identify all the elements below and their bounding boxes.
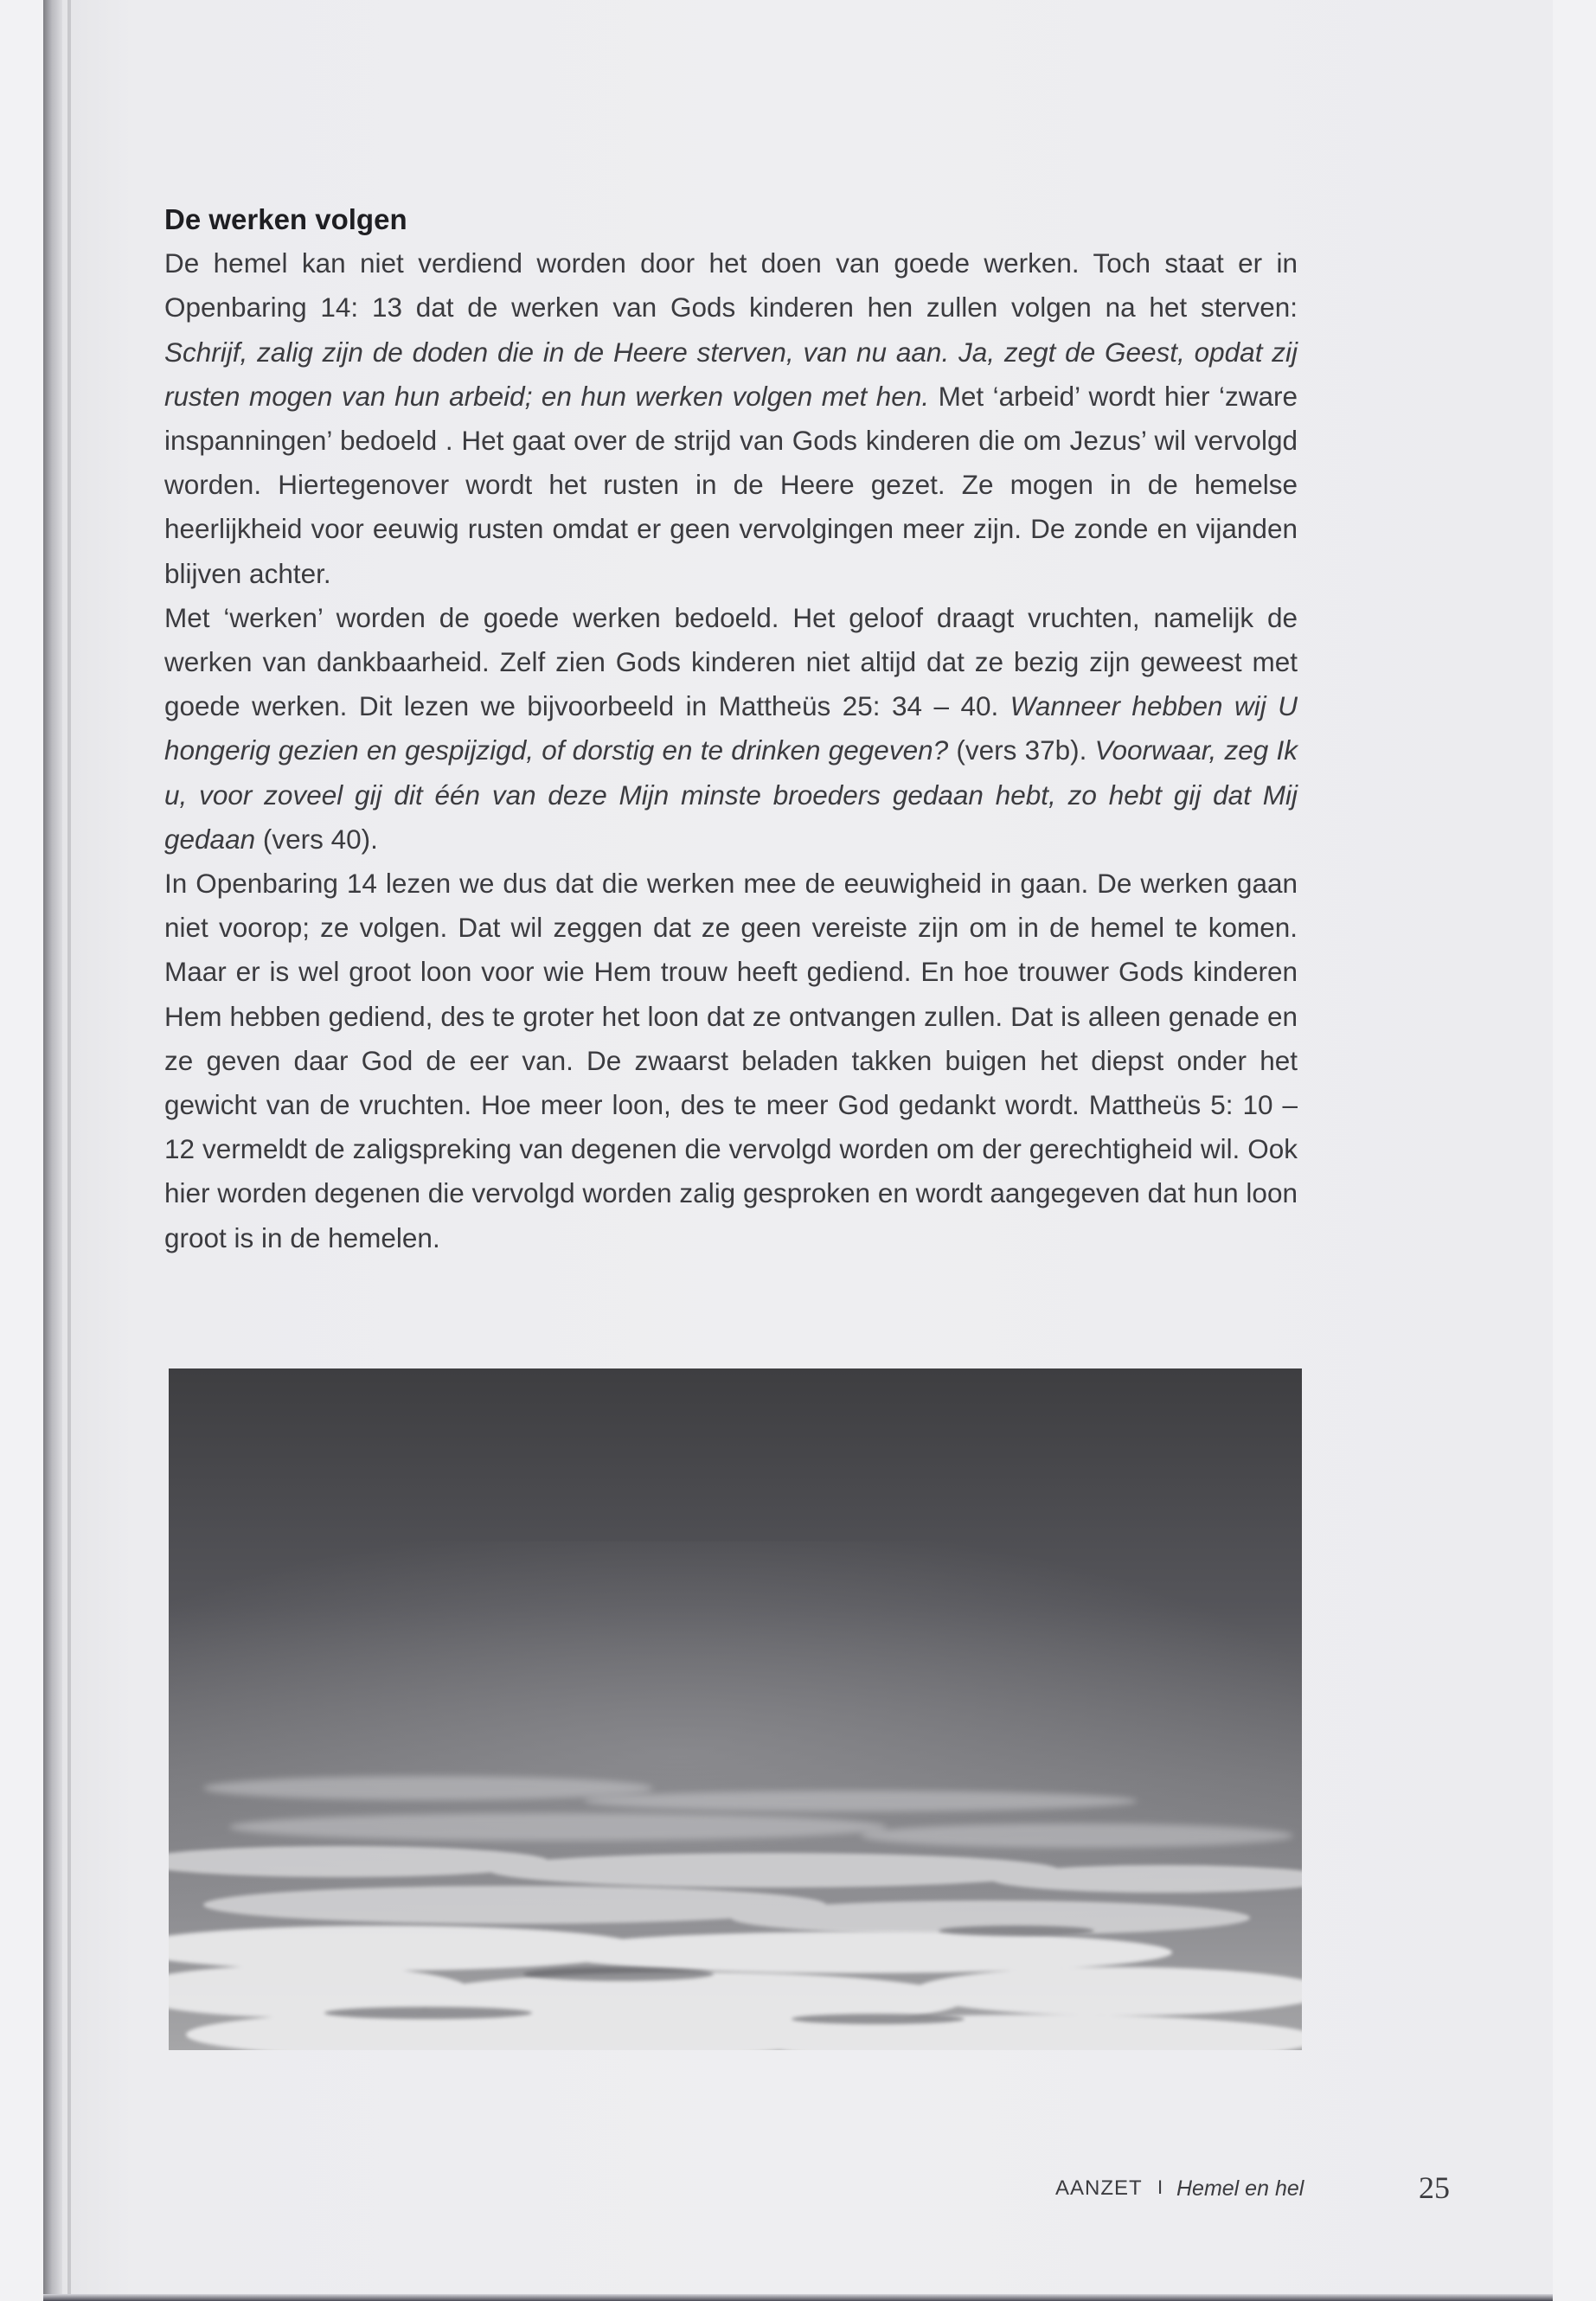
- italic-quote: Wanneer hebben wij U hongerig gezien en gespijzigd, of dorstig en te drinken gegeven?: [164, 690, 1298, 766]
- paragraph: [164, 241, 1298, 596]
- text-run: De hemel kan niet verdiend worden door het doen van goede werken. Toch staat er in Openbaring 14: 13 dat de werken van Gods kinderen hen zullen volgen na het sterven:: [164, 247, 1298, 324]
- page-bottom-edge: [43, 2294, 1553, 2301]
- page-binding-shadow: [43, 0, 62, 2301]
- cloud-photo: [169, 1368, 1302, 2050]
- cloud-photo-graphic: [169, 1368, 1302, 2050]
- text-run: Met ‘arbeid’ wordt hier ‘zware inspanningen’ bedoeld . Het gaat over de strijd van Gods kinderen die om Jezus’ wil vervolgd worden. Hiertegenover wordt het rusten in de Heere gezet. Ze mogen in de hemelse heerlijkheid voor eeuwig rusten omdat er geen vervolgingen meer zijn. De zonde en vijanden blijven achter.: [164, 380, 1298, 589]
- book-page: [43, 0, 1553, 2301]
- series-title: AANZET: [1055, 2176, 1143, 2200]
- text-run: Met ‘werken’ worden de goede werken bedoeld. Het geloof draagt vruchten, namelijk de werken van dankbaarheid. Zelf zien Gods kinderen niet altijd dat ze bezig zijn geweest met goede werken. Dit lezen we bijvoorbeeld in Mattheüs 25: 34 – 40.: [164, 601, 1298, 722]
- chapter-title: Hemel en hel: [1176, 2176, 1304, 2201]
- article-body: [164, 197, 1298, 1260]
- page-footer: [1055, 2170, 1462, 2204]
- text-run: In Openbaring 14 lezen we dus dat die werken mee de eeuwigheid in gaan. De werken gaan niet voorop; ze volgen. Dat wil zeggen dat ze geen vereiste zijn om in de hemel te komen. Maar er is wel groot loon voor wie Hem trouw heeft gediend. En hoe trouwer Gods kinderen Hem hebben gediend, des te groter het loon dat ze ontvangen zullen. Dat is alleen genade en ze geven daar God de eer van. De zwaarst beladen takken buigen het diepst onder het gewicht van de vruchten. Hoe meer loon, des te meer God gedankt wordt. Mattheüs 5: 10 – 12 vermeldt de zaligspreking van degenen die vervolgd worden om der gerechtigheid wil. Ook hier worden degenen die vervolgd worden zalig gesproken en wordt aangegeven dat hun loon groot is in de hemelen.: [164, 868, 1298, 1253]
- paragraph: [164, 596, 1298, 862]
- footer-separator: I: [1157, 2176, 1163, 2198]
- text-run: (vers 40).: [255, 823, 378, 855]
- section-heading: De werken volgen: [164, 203, 407, 235]
- text-run: (vers 37b).: [948, 734, 1095, 766]
- page-binding-line: [67, 0, 71, 2301]
- page-number: 25: [1419, 2170, 1450, 2205]
- paragraph: [164, 862, 1298, 1260]
- italic-quote: Schrijf, zalig zijn de doden die in de Heere sterven, van nu aan. Ja, zegt de Geest, opdat zij rusten mogen van hun arbeid; en hun werken volgen met hen.: [164, 336, 1298, 412]
- italic-quote: Voorwaar, zeg Ik u, voor zoveel gij dit één van deze Mijn minste broeders gedaan hebt, zo hebt gij dat Mij gedaan: [164, 734, 1298, 855]
